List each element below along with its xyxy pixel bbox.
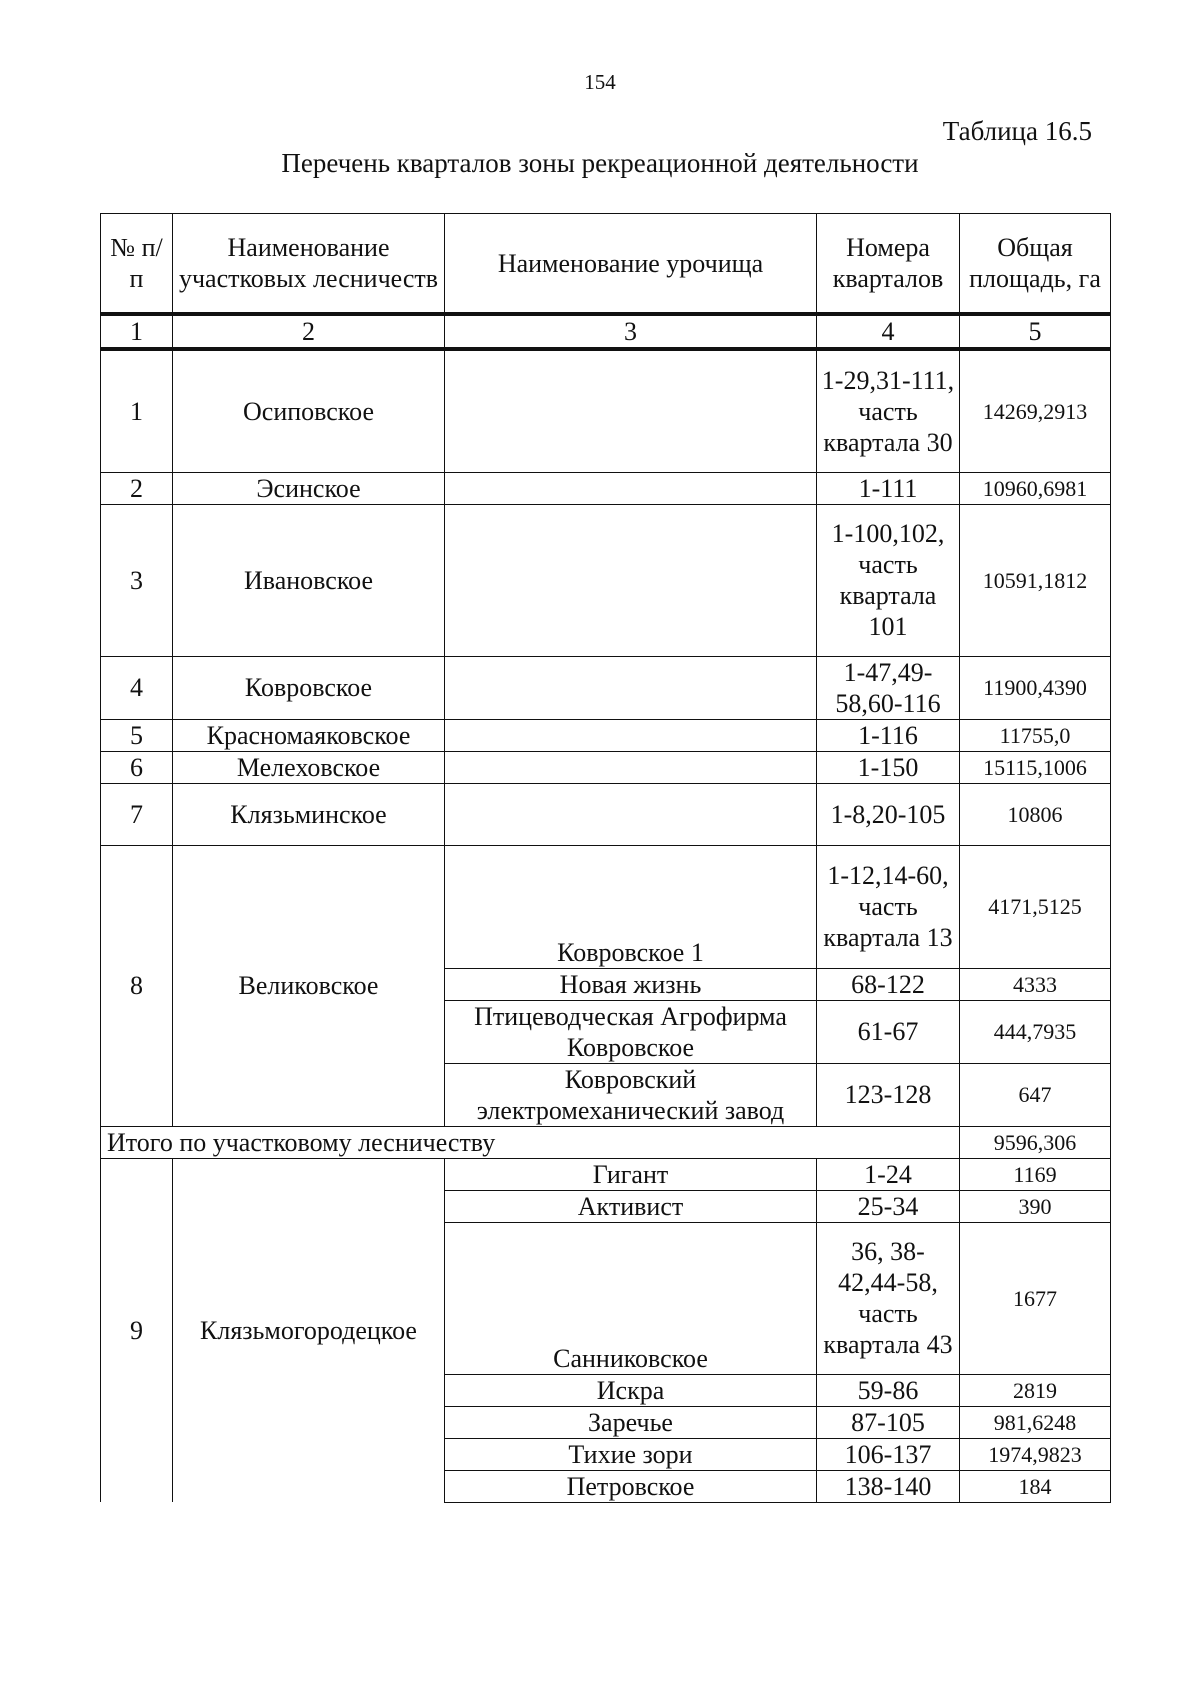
row-area: 4333 [960,968,1111,1000]
row-area: 444,7935 [960,1000,1111,1063]
row-tract: Искра [445,1374,817,1406]
quarters-table [100,213,1111,1503]
row-tract [445,349,817,472]
row-tract: Ковровское 1 [445,845,817,968]
row-area: 10806 [960,783,1111,845]
row-num: 7 [101,783,173,845]
row-tract: Активист [445,1190,817,1222]
header-num: № п/п [101,214,173,315]
row-tract: Гигант [445,1158,817,1190]
column-number: 1 [101,314,173,349]
table-row [101,719,1111,751]
row-tract: Петровское [445,1470,817,1502]
row-num: 9 [101,1158,173,1502]
row-area: 4171,5125 [960,845,1111,968]
row-tract: Заречье [445,1406,817,1438]
row-area: 390 [960,1190,1111,1222]
table-row [101,349,1111,472]
row-area: 981,6248 [960,1406,1111,1438]
row-tract [445,783,817,845]
row-forestry: Осиповское [173,349,445,472]
row-quarters: 1-116 [817,719,960,751]
row-area: 1677 [960,1222,1111,1374]
row-num: 1 [101,349,173,472]
row-tract: Тихие зори [445,1438,817,1470]
row-tract [445,656,817,719]
row-tract: Новая жизнь [445,968,817,1000]
row-area: 15115,1006 [960,751,1111,783]
row-quarters: 1-111 [817,472,960,504]
row-num: 3 [101,504,173,656]
row-tract [445,751,817,783]
row-quarters: 106-137 [817,1438,960,1470]
row-forestry: Ковровское [173,656,445,719]
row-quarters: 1-100,102, часть квартала 101 [817,504,960,656]
row-forestry: Клязьминское [173,783,445,845]
table-row [101,656,1111,719]
row-quarters: 1-8,20-105 [817,783,960,845]
row-forestry: Ивановское [173,504,445,656]
row-quarters: 1-29,31-111, часть квартала 30 [817,349,960,472]
row-num: 5 [101,719,173,751]
row-quarters: 1-12,14-60, часть квартала 13 [817,845,960,968]
row-area: 11755,0 [960,719,1111,751]
row-quarters: 138-140 [817,1470,960,1502]
subtotal-area: 9596,306 [960,1126,1111,1158]
row-forestry: Великовское [173,845,445,1126]
subtotal-label: Итого по участковому лесничеству [101,1126,960,1158]
table-title: Перечень кварталов зоны рекреационной деятельности [281,148,919,178]
row-tract: Ковровский электромеханический завод [445,1063,817,1126]
column-number: 5 [960,314,1111,349]
header-quarters: Номера кварталов [817,214,960,315]
column-numbers-row [101,314,1111,349]
row-tract [445,472,817,504]
table-row [101,504,1111,656]
row-quarters: 61-67 [817,1000,960,1063]
row-quarters: 36, 38-42,44-58, часть квартала 43 [817,1222,960,1374]
row-forestry: Мелеховское [173,751,445,783]
row-quarters: 87-105 [817,1406,960,1438]
table-row [101,845,1111,968]
row-quarters: 68-122 [817,968,960,1000]
row-num: 4 [101,656,173,719]
header-area: Общая площадь, га [960,214,1111,315]
row-tract: Санниковское [445,1222,817,1374]
row-num: 2 [101,472,173,504]
row-quarters: 1-150 [817,751,960,783]
row-quarters: 123-128 [817,1063,960,1126]
subtotal-row [101,1126,1111,1158]
header-row [101,214,1111,315]
row-quarters: 1-47,49-58,60-116 [817,656,960,719]
row-quarters: 59-86 [817,1374,960,1406]
row-forestry: Эсинское [173,472,445,504]
row-area: 647 [960,1063,1111,1126]
row-area: 2819 [960,1374,1111,1406]
table-label: Таблица 16.5 [942,116,1092,146]
row-area: 10960,6981 [960,472,1111,504]
row-quarters: 1-24 [817,1158,960,1190]
table-row [101,751,1111,783]
row-num: 6 [101,751,173,783]
header-forestry: Наименование участковых лесничеств [173,214,445,315]
row-quarters: 25-34 [817,1190,960,1222]
row-tract: Птицеводческая Агрофирма Ковровское [445,1000,817,1063]
column-number: 4 [817,314,960,349]
row-area: 11900,4390 [960,656,1111,719]
row-tract [445,719,817,751]
row-area: 14269,2913 [960,349,1111,472]
row-forestry: Клязьмогородецкое [173,1158,445,1502]
row-area: 10591,1812 [960,504,1111,656]
column-number: 2 [173,314,445,349]
table-row [101,1158,1111,1190]
row-area: 1974,9823 [960,1438,1111,1470]
row-area: 184 [960,1470,1111,1502]
row-num: 8 [101,845,173,1126]
table-row [101,472,1111,504]
row-area: 1169 [960,1158,1111,1190]
page-number: 154 [584,70,616,94]
row-forestry: Красномаяковское [173,719,445,751]
table-row [101,783,1111,845]
column-number: 3 [445,314,817,349]
row-tract [445,504,817,656]
header-tract: Наименование урочища [445,214,817,315]
